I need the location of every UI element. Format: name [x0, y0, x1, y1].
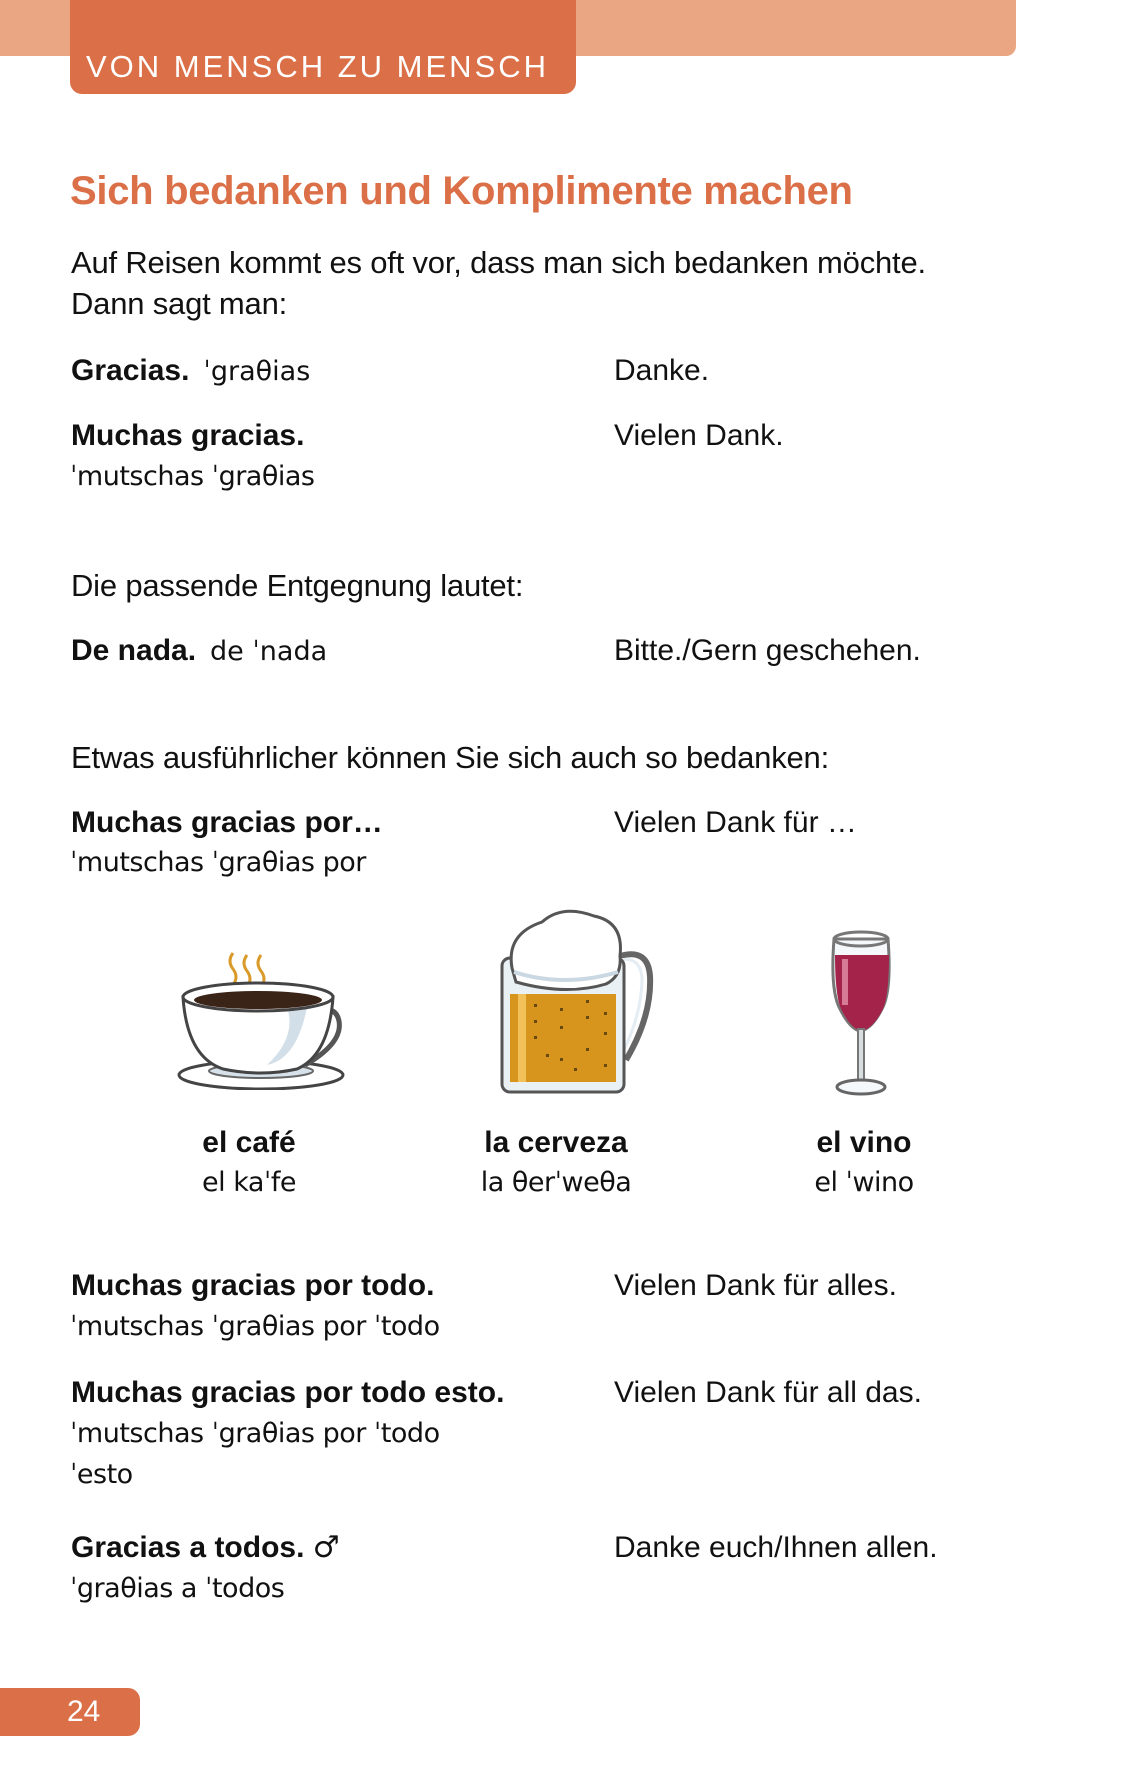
- phrase-pronunciation: de ˈnada: [210, 636, 328, 667]
- phrase-pronunciation: ˈmutschas ˈgraθias por ˈtodo: [70, 1418, 440, 1449]
- phrase-pronunciation: ˈgraθias a ˈtodos: [70, 1573, 285, 1604]
- phrase-de: Danke euch/Ihnen allen.: [614, 1531, 938, 1564]
- phrase-de: Vielen Dank.: [614, 419, 784, 452]
- phrase-es: Gracias a todos. ♂: [71, 1530, 340, 1565]
- phrase-es: Muchas gracias por…: [71, 806, 383, 839]
- intro-line-2: Dann sagt man:: [71, 286, 288, 321]
- drink-name: la cerveza: [484, 1126, 628, 1159]
- phrase-de: Vielen Dank für …: [614, 806, 857, 839]
- male-symbol-icon: ♂: [312, 1530, 340, 1565]
- phrase-de: Vielen Dank für all das.: [614, 1376, 922, 1409]
- phrase-de: Vielen Dank für alles.: [614, 1269, 897, 1302]
- drink-pronunciation: el kaˈfe: [202, 1167, 296, 1198]
- wine-glass-icon: [828, 925, 898, 1100]
- detailed-intro: Etwas ausführlicher können Sie sich auch so bedanken:: [71, 740, 829, 775]
- intro-line-1: Auf Reisen kommt es oft vor, dass man sich bedanken möchte.: [71, 245, 926, 280]
- phrase-pronunciation: ˈgraθias: [203, 356, 311, 387]
- phrase-pronunciation: ˈmutschas ˈgraθias: [70, 461, 315, 492]
- drink-name: el café: [202, 1126, 296, 1159]
- coffee-cup-icon: [175, 945, 355, 1090]
- phrase-es: Muchas gracias por todo.: [71, 1269, 435, 1302]
- phrase-es: Gracias. ˈgraθias: [71, 354, 311, 387]
- page-number: 24: [67, 1695, 101, 1728]
- phrase-de: Danke.: [614, 354, 710, 387]
- phrase-es: Muchas gracias.: [71, 419, 305, 452]
- drink-item-beer: [406, 1123, 706, 1203]
- phrase-pronunciation: ˈmutschas ˈgraθias por: [70, 847, 366, 878]
- reply-intro: Die passende Entgegnung lautet:: [71, 568, 524, 603]
- phrase-de: Bitte./Gern geschehen.: [614, 634, 921, 667]
- beer-mug-icon: [490, 908, 655, 1098]
- drink-pronunciation: el ˈwino: [814, 1167, 914, 1198]
- phrase-pronunciation-cont: ˈesto: [70, 1459, 133, 1490]
- drink-item-coffee: [99, 1123, 399, 1203]
- drink-name: el vino: [816, 1126, 912, 1159]
- page-title: Sich bedanken und Komplimente machen: [70, 169, 853, 213]
- phrase-es: De nada. de ˈnada: [71, 634, 328, 667]
- drink-pronunciation: la θerˈweθa: [480, 1167, 632, 1198]
- drink-item-wine: [714, 1123, 1014, 1203]
- section-label: VON MENSCH ZU MENSCH: [86, 49, 550, 84]
- phrase-es: Muchas gracias por todo esto.: [71, 1376, 505, 1409]
- phrase-pronunciation: ˈmutschas ˈgraθias por ˈtodo: [70, 1311, 440, 1342]
